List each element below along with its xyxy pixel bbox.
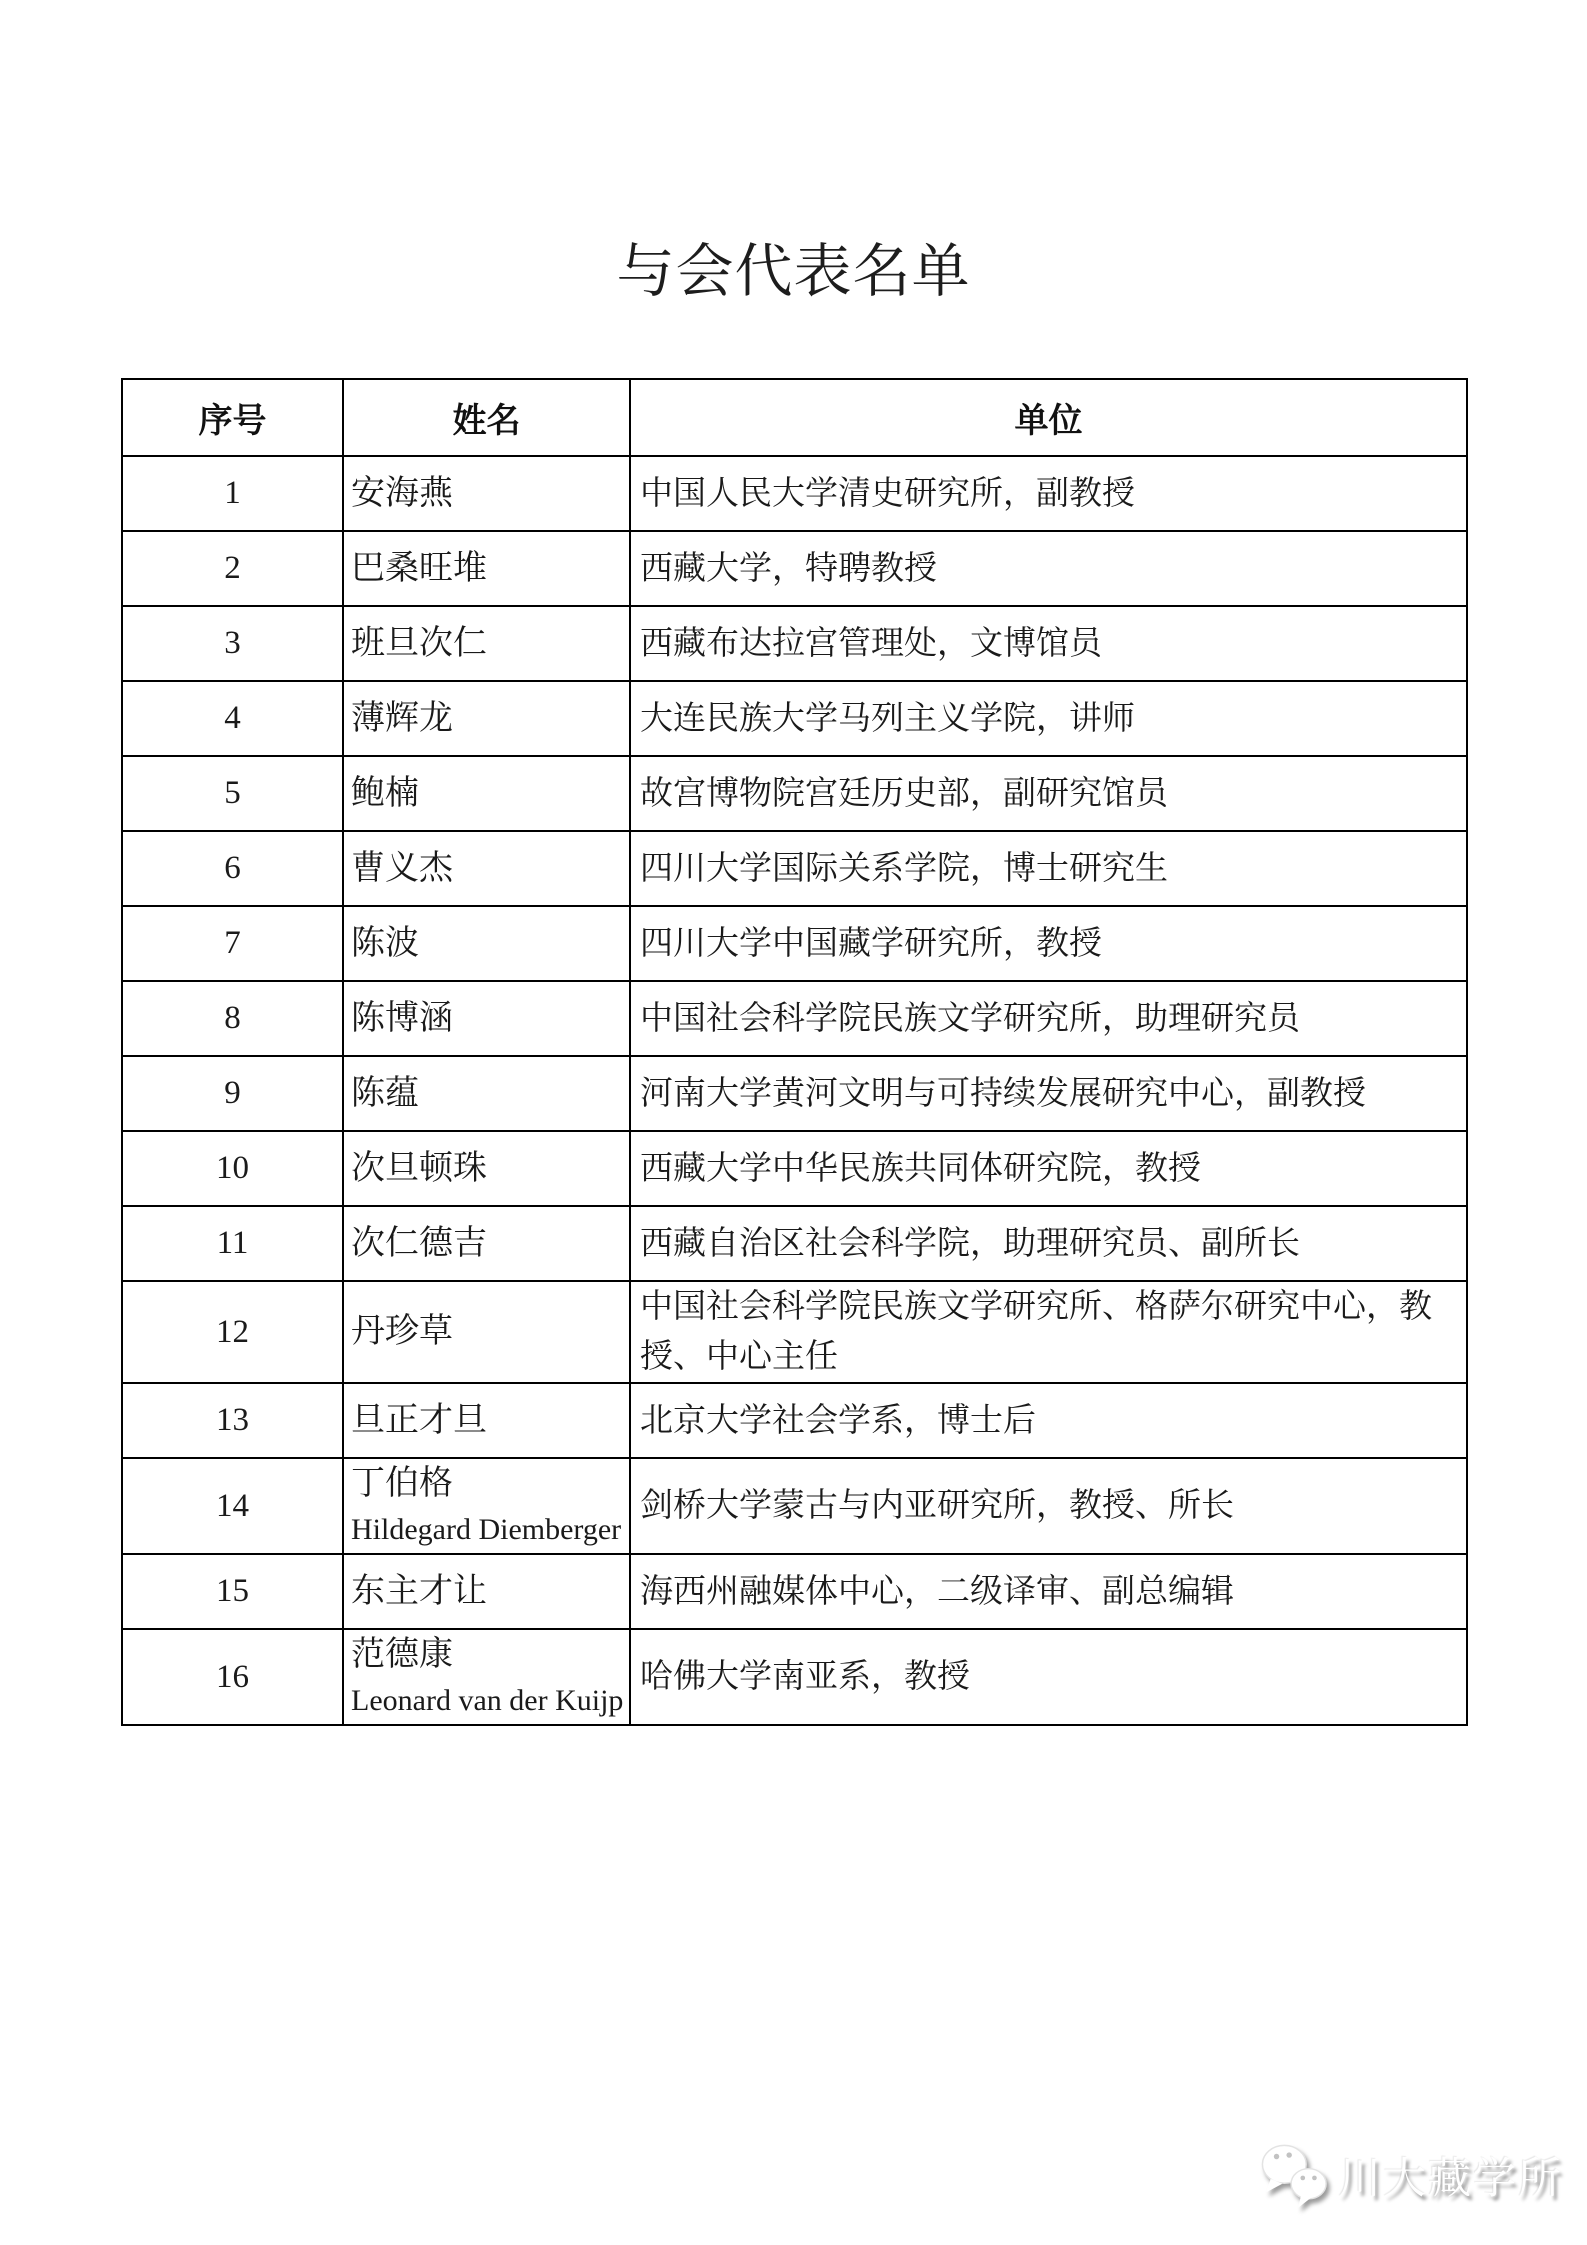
cell-name [343,1281,630,1383]
cell-name [343,1056,630,1131]
cell-name [343,1458,630,1554]
cell-affiliation: 中国社会科学院民族文学研究所、格萨尔研究中心，教授、中心主任 [630,1281,1467,1383]
cell-affiliation: 河南大学黄河文明与可持续发展研究中心，副教授 [630,1056,1467,1131]
cell-serial-number: 14 [122,1458,343,1554]
table-row [122,1629,1467,1725]
participants-table-wrap [121,378,1468,1726]
participant-name-zh: 巴桑旺堆 [351,549,487,587]
cell-serial-number: 6 [122,831,343,906]
cell-name [343,756,630,831]
participant-name-zh: 安海燕 [351,474,453,512]
cell-serial-number: 10 [122,1131,343,1206]
participant-name-zh: 陈波 [351,924,419,962]
table-row [122,1131,1467,1206]
participant-name-zh: 东主才让 [351,1572,487,1610]
cell-serial-number: 11 [122,1206,343,1281]
cell-name [343,1206,630,1281]
table-row [122,831,1467,906]
participant-name-en: Leonard van der Kuijp [351,1684,624,1717]
table-row [122,1206,1467,1281]
page-title: 与会代表名单 [616,239,971,304]
cell-serial-number: 9 [122,1056,343,1131]
table-row [122,756,1467,831]
table-row [122,1281,1467,1383]
cell-affiliation: 北京大学社会学系，博士后 [630,1383,1467,1458]
cell-name [343,981,630,1056]
table-row [122,531,1467,606]
cell-affiliation: 四川大学中国藏学研究所，教授 [630,906,1467,981]
participant-name-zh: 班旦次仁 [351,624,487,662]
participant-name-zh: 丹珍草 [351,1313,453,1350]
cell-affiliation: 西藏自治区社会科学院，助理研究员、副所长 [630,1206,1467,1281]
cell-name [343,1554,630,1629]
participants-table [121,378,1468,1726]
cell-affiliation: 四川大学国际关系学院，博士研究生 [630,831,1467,906]
cell-serial-number: 3 [122,606,343,681]
cell-name [343,831,630,906]
cell-serial-number: 13 [122,1383,343,1458]
col-header-serial-number: 序号 [122,379,343,456]
table-row [122,1056,1467,1131]
table-row [122,456,1467,531]
table-body [122,456,1467,1725]
cell-name [343,1131,630,1206]
cell-name [343,531,630,606]
participant-name-zh: 范德康 [351,1636,453,1673]
cell-serial-number: 8 [122,981,343,1056]
cell-affiliation: 哈佛大学南亚系，教授 [630,1629,1467,1725]
participant-name-zh: 陈博涵 [351,999,453,1037]
participant-name-zh: 陈蕴 [351,1074,419,1112]
cell-name [343,606,630,681]
cell-affiliation: 西藏布达拉宫管理处，文博馆员 [630,606,1467,681]
cell-serial-number: 5 [122,756,343,831]
cell-name [343,681,630,756]
cell-affiliation: 故宫博物院宫廷历史部，副研究馆员 [630,756,1467,831]
table-row [122,1554,1467,1629]
table-row [122,681,1467,756]
cell-name [343,456,630,531]
cell-affiliation: 中国人民大学清史研究所，副教授 [630,456,1467,531]
watermark-label: 川大藏学所 [1338,2154,1563,2203]
participant-name-zh: 丁伯格 [351,1465,453,1502]
participant-name-zh: 次旦顿珠 [351,1149,487,1187]
participant-name-zh: 旦正才旦 [351,1401,487,1439]
table-row [122,606,1467,681]
cell-affiliation: 剑桥大学蒙古与内亚研究所，教授、所长 [630,1458,1467,1554]
table-row [122,981,1467,1056]
cell-affiliation: 西藏大学，特聘教授 [630,531,1467,606]
wechat-icon [1258,2140,1332,2210]
cell-affiliation: 海西州融媒体中心，二级译审、副总编辑 [630,1554,1467,1629]
cell-name [343,1629,630,1725]
participant-name-zh: 曹义杰 [351,849,453,887]
cell-serial-number: 1 [122,456,343,531]
cell-serial-number: 2 [122,531,343,606]
watermark [1258,2140,1563,2210]
cell-name [343,906,630,981]
header-row [122,379,1467,456]
cell-serial-number: 12 [122,1281,343,1383]
table-row [122,1458,1467,1554]
table-header [122,379,1467,456]
participant-name-en: Hildegard Diemberger [351,1513,622,1546]
cell-serial-number: 7 [122,906,343,981]
cell-serial-number: 4 [122,681,343,756]
cell-name [343,1383,630,1458]
cell-affiliation: 中国社会科学院民族文学研究所，助理研究员 [630,981,1467,1056]
col-header-affiliation: 单位 [630,379,1467,456]
table-row [122,906,1467,981]
cell-serial-number: 16 [122,1629,343,1725]
participant-name-zh: 薄辉龙 [351,699,453,737]
cell-affiliation: 大连民族大学马列主义学院，讲师 [630,681,1467,756]
cell-serial-number: 15 [122,1554,343,1629]
cell-affiliation: 西藏大学中华民族共同体研究院，教授 [630,1131,1467,1206]
col-header-name: 姓名 [343,379,630,456]
participant-name-zh: 次仁德吉 [351,1224,487,1262]
table-row [122,1383,1467,1458]
participant-name-zh: 鲍楠 [351,774,419,812]
